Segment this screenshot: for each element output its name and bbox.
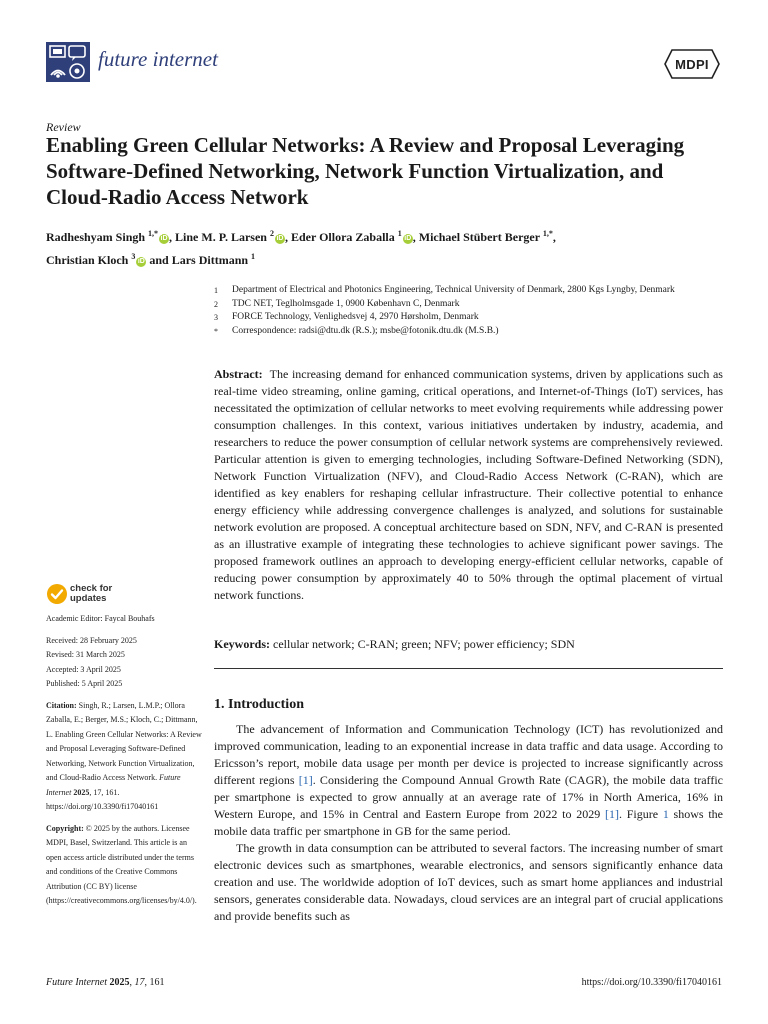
footer-volume: 17 bbox=[134, 977, 145, 988]
paragraph bbox=[214, 721, 723, 840]
date-received: Received: 28 February 2025 bbox=[46, 635, 137, 645]
author: Lars Dittmann $^1$ bbox=[171, 252, 256, 267]
author: Eder Ollora Zaballa $^1$iD bbox=[290, 229, 412, 244]
affiliation-text: FORCE Technology, Venlighedsvej 4, 2970 Hørsholm, Denmark bbox=[232, 312, 479, 322]
citation-journal: Future Internet bbox=[46, 773, 181, 797]
journal-logo-icon bbox=[46, 42, 90, 82]
author-affiliation-marker: 3 bbox=[131, 252, 136, 261]
keywords-label: Keywords: bbox=[214, 637, 270, 651]
affiliation-text: TDC NET, Teglholmsgade 1, 0900 København C, Denmark bbox=[232, 298, 460, 309]
affiliation-item bbox=[214, 311, 724, 325]
citation-label: Citation: bbox=[46, 700, 77, 710]
correspondence-marker: * bbox=[214, 326, 218, 336]
author: Michael Stübert Berger $^{1,*}$ bbox=[418, 229, 553, 244]
author-separator: and bbox=[146, 253, 172, 267]
check-updates-icon bbox=[46, 583, 68, 605]
reference-link[interactable]: [1] bbox=[298, 773, 313, 787]
author-separator: , bbox=[284, 230, 291, 244]
copyright-text: © 2025 by the authors. Licensee MDPI, Basel, Switzerland. This article is an open access article distributed under the terms and conditions of the Creative Commons Attribution (CC BY) license (https://creativecommons.org/licenses/by/4.0/). bbox=[46, 823, 197, 905]
article-title: Enabling Green Cellular Networks: A Review and Proposal Leveraging Software-Defined Networking, Network Function Virtualization, and Cloud-Radio Access Network bbox=[46, 133, 685, 209]
orcid-icon[interactable]: iD bbox=[160, 235, 168, 242]
orcid-icon[interactable]: iD bbox=[276, 235, 284, 242]
paragraph-text: . Figure bbox=[618, 807, 663, 821]
author-affiliation-marker: 1,* bbox=[542, 229, 553, 238]
orcid-icon[interactable]: iD bbox=[137, 258, 145, 265]
affiliation-text: Department of Electrical and Photonics Engineering, Technical University of Denmark, 2800 Kgs Lyngby, Denmark bbox=[232, 285, 675, 295]
author: Radheshyam Singh $^{1,*}$iD bbox=[46, 229, 168, 244]
author-separator: , bbox=[169, 230, 176, 244]
paragraph: The growth in data consumption can be attributed to several factors. The increasing number of smart electronic devices such as smartphones, wearable electronics, and sensors significantly enhance data creation and use. The worldwide adoption of IoT devices, such as smart home appliances and industrial sensors, generates considerable data. Nowadays, cloud services are an integral part of crucial applications and provide benefits such as bbox=[214, 841, 723, 923]
journal-name: future internet bbox=[98, 47, 218, 71]
citation-year: 2025 bbox=[73, 787, 90, 797]
introduction-body bbox=[214, 721, 723, 925]
date-revised: Revised: 31 March 2025 bbox=[46, 650, 125, 659]
citation bbox=[46, 699, 204, 815]
article-dates bbox=[46, 634, 204, 692]
reference-link[interactable]: [1] bbox=[604, 807, 619, 821]
affiliation-marker: 2 bbox=[214, 299, 218, 309]
abstract bbox=[214, 366, 723, 604]
author-list bbox=[46, 224, 726, 270]
affiliation-marker: 3 bbox=[214, 313, 218, 322]
footer-journal: Future Internet bbox=[46, 977, 108, 988]
date-accepted: Accepted: 3 April 2025 bbox=[46, 664, 121, 674]
copyright bbox=[46, 822, 204, 909]
author-affiliation-marker: 1 bbox=[251, 252, 256, 261]
author-separator: , bbox=[552, 230, 556, 244]
author-affiliation-marker: 1 bbox=[397, 229, 402, 238]
abstract-label: Abstract: bbox=[214, 367, 263, 381]
affiliation-item bbox=[214, 284, 724, 298]
footer-page: 161 bbox=[149, 977, 165, 988]
check-updates-line: updates bbox=[70, 593, 107, 604]
footer-year: 2025 bbox=[109, 977, 130, 988]
footer-doi[interactable]: https://doi.org/10.3390/fi17040161 bbox=[581, 977, 722, 988]
abstract-text: The increasing demand for enhanced communication systems, driven by applications such as real-time video streaming, online gaming, critical operations, and Internet-of-Things (IoT) services, has necessitated the optimization of cellular networks to meet evolving requirements while addressing power consumption challenges. In this context, various initiatives undertaken by industry, academia, and researchers to reduce the power consumption of cellular network systems are comprehensively reviewed. Particular attention is given to emerging technologies, including Software-Defined Networking (SDN), Network Function Virtualization (NFV), and Cloud-Radio Access Network (C-RAN), which are identified as key enablers for reshaping cellular infrastructure. Their collective potential to enhance energy efficiency while addressing convergence challenges is analyzed, and solutions for sustainable network evolution are proposed. A conceptual architecture based on SDN, NFV, and C-RAN is presented as an illustrative example of integrating these technologies to achieve significant power savings. The proposed framework outlines an approach to developing energy-efficient cellular networks, capable of reducing power consumption by approximately 40 to 50% through the optimal placement of virtual network functions. bbox=[214, 367, 723, 602]
date-published: Published: 5 April 2025 bbox=[46, 679, 123, 688]
affiliation-marker: 1 bbox=[214, 286, 218, 295]
footer-citation: Future Internet 2025, 17, 161 bbox=[46, 977, 165, 988]
citation-volume: , 17, 161. bbox=[89, 787, 120, 797]
citation-doi-link[interactable]: https://doi.org/10.3390/fi17040161 bbox=[46, 802, 159, 811]
article-sidebar bbox=[46, 612, 204, 916]
section-divider bbox=[214, 668, 723, 669]
academic-editor: Academic Editor: Faycal Bouhafs bbox=[46, 614, 155, 623]
correspondence bbox=[214, 325, 724, 339]
article-type: Review bbox=[46, 120, 81, 134]
section-heading-introduction: 1. Introduction bbox=[214, 697, 304, 712]
orcid-icon[interactable]: iD bbox=[404, 235, 412, 242]
citation-text: Singh, R.; Larsen, L.M.P.; Ollora Zaballa, E.; Berger, M.S.; Kloch, C.; Dittmann, L. Enabling Green Cellular Networks: A Review and Proposal Leveraging Software-Defined Networking, Network Function Virtualization, and Cloud-Radio Access Network. bbox=[46, 700, 202, 782]
check-updates-line: check for bbox=[70, 583, 113, 594]
author: Line M. P. Larsen $^2$iD bbox=[175, 229, 284, 244]
check-for-updates-badge[interactable] bbox=[46, 583, 156, 607]
affiliation-item bbox=[214, 298, 724, 312]
author-affiliation-marker: 1,* bbox=[148, 229, 159, 238]
correspondence-text: Correspondence: radsi@dtu.dk (R.S.); msbe@fotonik.dtu.dk (M.S.B.) bbox=[232, 325, 499, 336]
check-updates-label bbox=[70, 584, 112, 604]
journal-logo bbox=[46, 42, 90, 82]
figure-link[interactable]: 1 bbox=[662, 807, 669, 821]
paragraph-text: . Considering the Compound Annual Growth Rate (CAGR), the mobile data traffic per smartphone is expected to grow annually at an average rate of 17% in North America, 16% in Western Europe, and 15% in Central and Eastern Europe from 2022 to 2029 bbox=[214, 773, 723, 821]
keywords bbox=[214, 636, 723, 653]
author-separator: , bbox=[412, 230, 419, 244]
copyright-label: Copyright: bbox=[46, 823, 84, 833]
publisher-name: MDPI bbox=[675, 57, 709, 72]
keywords-text: cellular network; C-RAN; green; NFV; power efficiency; SDN bbox=[273, 637, 575, 651]
publisher-logo bbox=[664, 48, 720, 80]
paragraph-text: The advancement of Information and Communication Technology (ICT) has revolutionized and improved communication, leading to an exponential increase in data traffic and data usage. According to Ericsson’s report, mobile data usage per month per device is projected to increase significantly across different regions bbox=[214, 722, 723, 787]
author: Christian Kloch $^3$iD bbox=[46, 252, 145, 267]
author-affiliation-marker: 2 bbox=[269, 229, 274, 238]
paragraph-text: shows the mobile data traffic per smartphone in GB for the same period. bbox=[214, 807, 723, 838]
affiliations bbox=[214, 284, 724, 338]
